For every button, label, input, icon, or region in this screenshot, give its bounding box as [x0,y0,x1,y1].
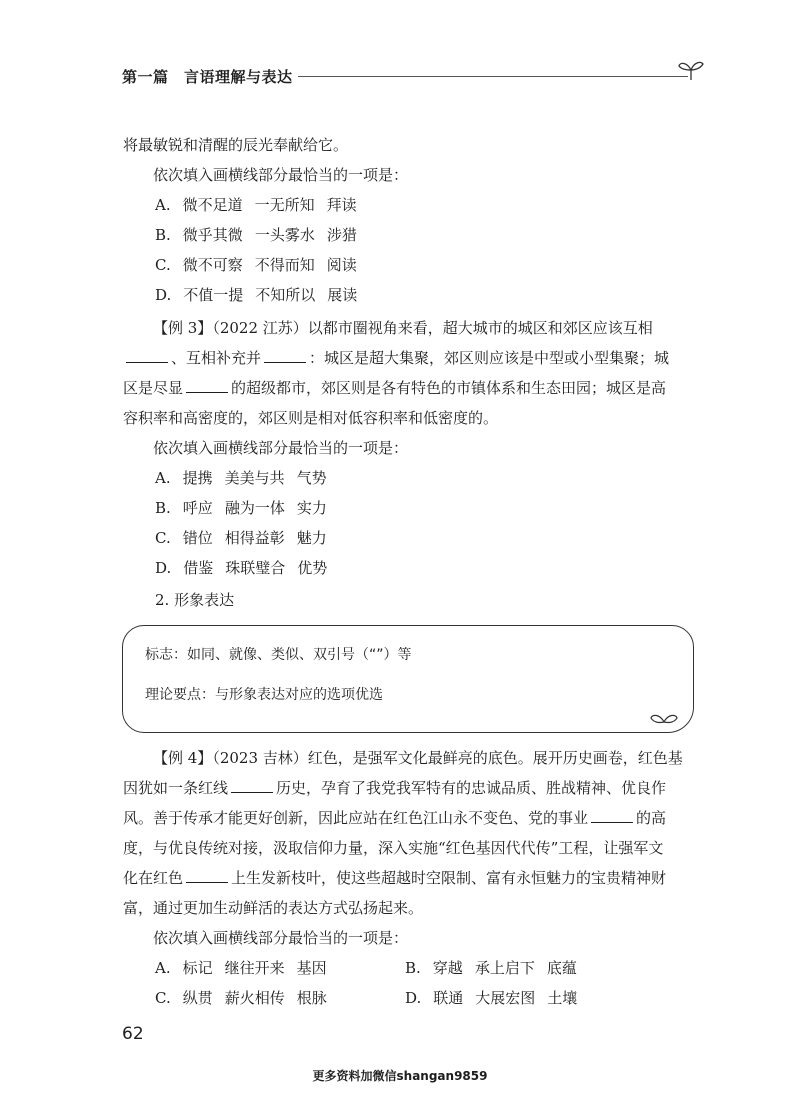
blank [231,778,273,793]
intro-question: 依次填入画横线部分最恰当的一项是： [153,166,409,184]
section-title: 2. 形象表达 [155,591,235,609]
example4-question: 依次填入画横线部分最恰当的一项是： [153,929,409,947]
example4-line4: 度，与优良传统对接，汲取信仰力量，深入实施“红色基因代代传”工程，让强军文 [123,839,664,857]
example4-line3: 风。善于传承才能更好创新，因此应站在红色江山永不变色、党的事业 [123,809,589,827]
example3-label: 【例 3】 [153,319,213,337]
page-header [122,58,702,88]
intro-option-a: A. 微不足道 一无所知 拜读 [155,196,357,214]
intro-option-d: D. 不值一提 不知所以 展读 [155,286,358,304]
tip-box [122,625,694,733]
chapter-title: 第一篇 言语理解与表达 [122,68,293,86]
intro-block [123,130,678,190]
example3-line1: 以都市圈视角来看，超大城市的城区和郊区应该互相 [307,319,653,337]
example4-line5-cont: 上生发新枝叶，使这些超越时空限制、富有永恒魅力的宝贵精神财 [231,869,667,887]
blank [186,868,228,883]
example3-source: （2022 江苏） [212,319,308,337]
blank [591,808,633,823]
example3-option-c: C. 错位 相得益彰 魅力 [155,529,327,547]
intro-option-b: B. 微乎其微 一头雾水 涉猎 [155,226,357,244]
page-number: 62 [122,1024,144,1044]
example4-line2-cont: 历史，孕育了我党我军特有的忠诚品质、胜战精神、优良作 [276,779,667,797]
example4-label: 【例 4】 [153,749,213,767]
sprout-icon [678,58,704,82]
intro-option-c: C. 微不可察 不得而知 阅读 [155,256,357,274]
blank [126,348,168,363]
leaf-icon [649,710,679,726]
blank [264,348,306,363]
intro-continuation: 将最敏锐和清醒的辰光奉献给它。 [123,136,349,154]
example3-option-a: A. 提携 美美与共 气势 [155,469,327,487]
example4-source: （2023 吉林） [212,749,308,767]
example4-line2: 因犹如一条红线 [123,779,229,797]
example4-line6: 富，通过更加生动鲜活的表达方式弘扬起来。 [123,899,424,917]
example4-block [123,743,683,953]
example3-block [123,313,678,463]
example3-line3-cont: 的超级都市，郊区则是各有特色的市镇体系和生态田园；城区是高 [231,379,667,397]
example4-line3-cont: 的高 [636,809,667,827]
example3-line2-cont: ：城区是超大集聚，郊区则应该是中型或小型集聚；城 [309,349,670,367]
example4-line1: 红色，是强军文化最鲜亮的底色。展开历史画卷，红色基 [307,749,683,767]
example3-question: 依次填入画横线部分最恰当的一项是： [153,439,409,457]
tip-point: 理论要点：与形象表达对应的选项优选 [145,687,383,703]
example3-line2: 、互相补充并 [171,349,262,367]
blank [186,378,228,393]
example3-option-d: D. 借鉴 珠联璧合 优势 [155,559,328,577]
example4-option-d: D. 联通 大展宏图 土壤 [405,989,578,1007]
example4-line5: 化在红色 [123,869,184,887]
example4-option-c: C. 纵贯 薪火相传 根脉 [155,989,327,1007]
tip-sign: 标志：如同、就像、类似、双引号（“”）等 [145,647,412,663]
example3-line4: 容积率和高密度的，郊区则是相对低容积率和低密度的。 [123,409,499,427]
footer-note: 更多资料加微信shangan9859 [312,1069,488,1083]
example3-line3: 区是尽显 [123,379,184,397]
example3-option-b: B. 呼应 融为一体 实力 [155,499,327,517]
example4-option-b: B. 穿越 承上启下 底蕴 [405,959,577,977]
example4-option-a: A. 标记 继往开来 基因 [155,959,327,977]
header-rule [298,76,688,77]
